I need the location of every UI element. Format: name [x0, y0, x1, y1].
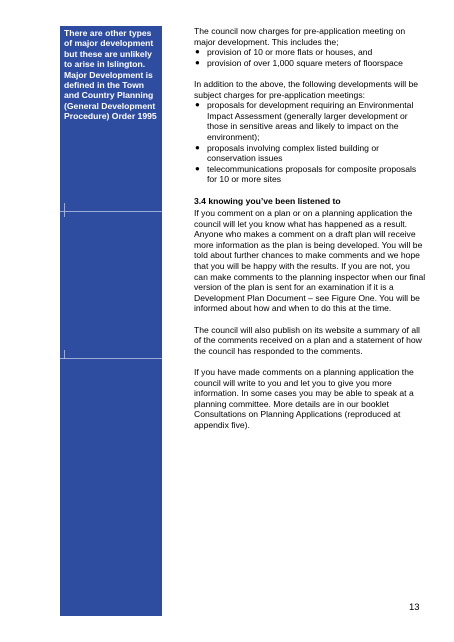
sidebar-panel — [60, 26, 162, 616]
page-number: 13 — [409, 602, 420, 613]
body-paragraph: The council will also publish on its website a summary of all of the comments received on a plan and a statement of how the council has responded to the comments. — [194, 324, 422, 356]
bullet-icon: ● — [195, 142, 200, 152]
guide-tick — [64, 350, 65, 359]
list-item: ● proposals for development requiring an Environmental Impact Assessment (generally larger development or those in sensitive areas and likely to impact on the environment); — [195, 100, 414, 142]
section-heading: 3.4 knowing you’ve been listened to — [194, 195, 341, 206]
guide-tick — [64, 203, 65, 217]
guide-line — [60, 211, 162, 212]
body-paragraph: If you comment on a plan or on a planning application the council will let you know what has happened as a result. Anyone who makes a comment on a draft plan will receive more information as the plan is being developed. You will be told about further chances to make comments and we hope that you will be happy with the results. If you are not, you can make comments to the planning inspector when our final version of the plan is sent for an examination if it is a Development Plan Document – see Figure One. You will be informed about how and when to do this at the time. — [194, 208, 426, 314]
body-paragraph: If you have made comments on a planning application the council will write to you and let you to give you more information. In some cases you may be able to speak at a planning committee. More details are in our booklet Consultations on Planning Applications (reproduced at appendix five). — [194, 367, 414, 430]
bullet-icon: ● — [195, 100, 200, 110]
additional-intro-paragraph: In addition to the above, the following developments will be subject charges for pre-application meetings: — [194, 78, 419, 100]
guide-line — [60, 358, 162, 359]
list-item: ● telecommunications proposals for composite proposals for 10 or more sites — [195, 163, 417, 185]
list-item: ● proposals involving complex listed building or conservation issues — [195, 142, 379, 164]
list-item: ● provision of over 1,000 square meters of floorspace — [195, 57, 403, 68]
bullet-icon: ● — [195, 163, 200, 173]
additional-development-list — [194, 100, 426, 185]
main-text-column — [194, 26, 426, 441]
bullet-icon: ● — [195, 57, 200, 67]
bullet-icon: ● — [195, 47, 200, 57]
intro-paragraph: The council now charges for pre-application meeting on major development. This includes the; — [194, 26, 406, 47]
sidebar-note: There are other types of major development but these are unlikely to arise in Islington. Major Development is defined in the Town and Country Planning (General Development Procedure) Order 1995 — [64, 28, 157, 122]
major-development-list — [194, 47, 426, 68]
list-item: ● provision of 10 or more flats or houses, and — [195, 47, 373, 58]
